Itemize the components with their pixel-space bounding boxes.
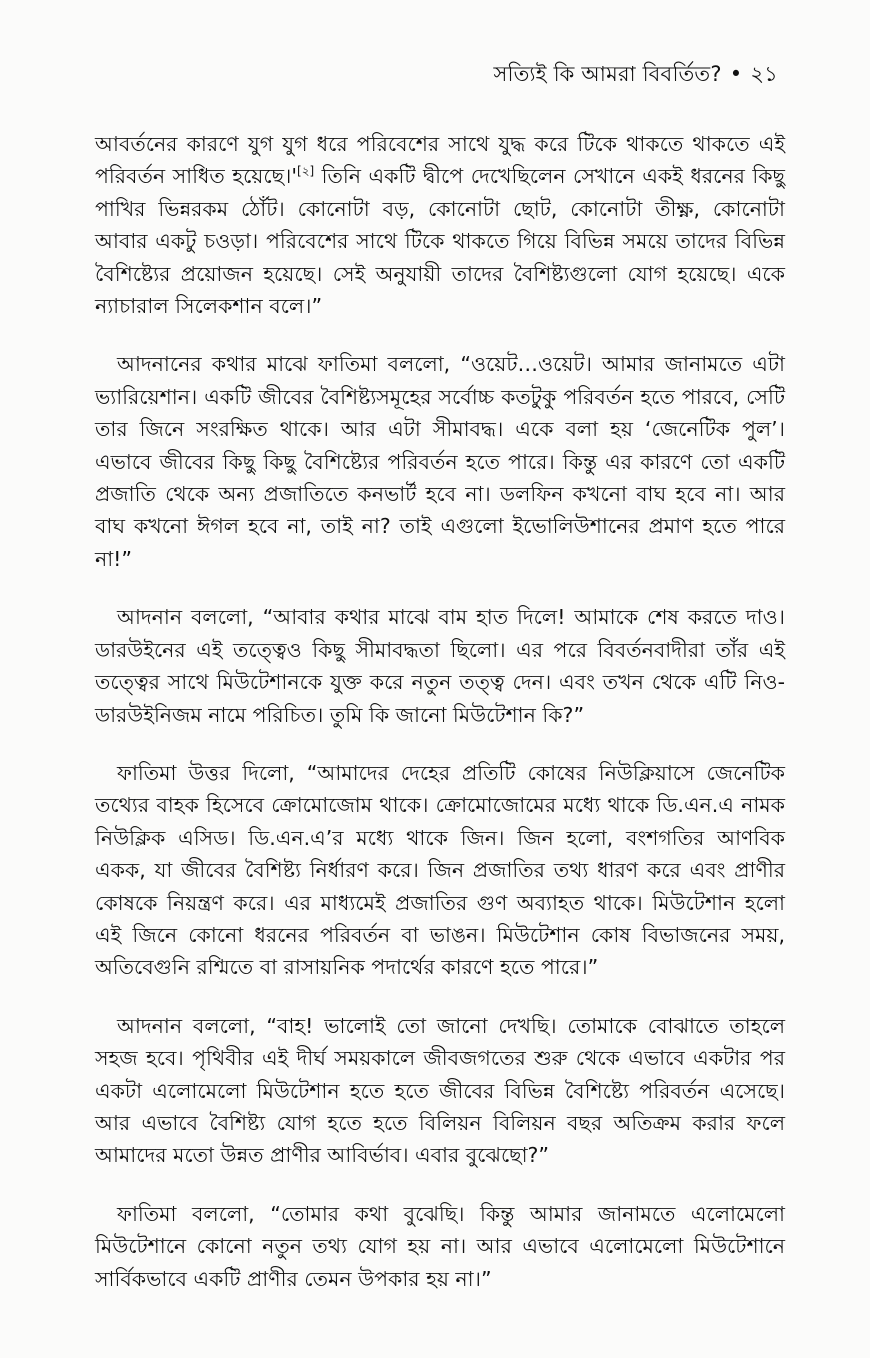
paragraph: আদনানের কথার মাঝে ফাতিমা বললো, “ওয়েট…ওয়েট। আমার জানামতে এটা ভ্যারিয়েশান। একটি জীবের বৈশিষ্ট্যসমূহের সর্বোচ্চ কতটুকু পরিবর্তন হতে পারবে, সেটি তার জিনে সংরক্ষিত থাকে। আর এটা সীমাবদ্ধ। একে বলা হয় ‘জেনেটিক পুল’। এভাবে জীবের কিছু কিছু বৈশিষ্ট্যের পরিবর্তন হতে পারে। কিন্তু এর কারণে তো একটি প্রজাতি থেকে অন্য প্রজাতিতে কনভার্ট হবে না। ডলফিন কখনো বাঘ হবে না। আর বাঘ কখনো ঈগল হবে না, তাই না? তাই এগুলো ইভোলিউশানের প্রমাণ হতে পারে না!”	[95, 352, 785, 571]
footnote-marker: [২]	[297, 164, 315, 179]
paragraph: আদনান বললো, “আবার কথার মাঝে বাম হাত দিলে! আমাকে শেষ করতে দাও। ডারউইনের এই তত্ত্বেও কিছু সীমাবদ্ধতা ছিলো। এর পরে বিবর্তনবাদীরা তাঁর এই তত্ত্বের সাথে মিউটেশানকে যুক্ত করে নতুন তত্ত্ব দেন। এবং তখন থেকে এটি নিও-ডারউইনিজম নামে পরিচিত। তুমি কি জানো মিউটেশান কি?”	[95, 605, 785, 727]
paragraph-text: আবর্তনের কারণে যুগ যুগ ধরে পরিবেশের সাথে যুদ্ধ করে টিকে থাকতে থাকতে এই পরিবর্তন সাধিত হয়েছে।'	[95, 132, 785, 189]
body-text	[95, 128, 785, 1321]
paragraph: আদনান বললো, “বাহ! ভালোই তো জানো দেখছি। তোমাকে বোঝাতে তাহলে সহজ হবে। পৃথিবীর এই দীর্ঘ সময়কালে জীবজগতের শুরু থেকে এভাবে একটার পর একটা এলোমেলো মিউটেশান হতে হতে জীবের বিভিন্ন বৈশিষ্ট্যে পরিবর্তন এসেছে। আর এভাবে বৈশিষ্ট্য যোগ হতে হতে বিলিয়ন বিলিয়ন বছর অতিক্রম করার ফলে আমাদের মতো উন্নত প্রাণীর আবির্ভাব। এবার বুঝেছো?”	[95, 1013, 785, 1168]
chapter-title: সত্যিই কি আমরা বিবর্তিত?	[493, 62, 722, 86]
paragraph-text: তিনি একটি দ্বীপে দেখেছিলেন সেখানে একই ধরনের কিছু পাখির ভিন্নরকম ঠোঁট। কোনোটা বড়, কোনোটা ছোট, কোনোটা তীক্ষ্ণ, কোনোটা আবার একটু চওড়া। পরিবেশের সাথে টিকে থাকতে গিয়ে বিভিন্ন সময়ে তাদের বিভিন্ন বৈশিষ্ট্যের প্রয়োজন হয়েছে। সেই অনুযায়ী তাদের বৈশিষ্ট্যগুলো যোগ হয়েছে। একে ন্যাচারাল সিলেকশান বলে।”	[95, 164, 785, 319]
paragraph: ফাতিমা বললো, “তোমার কথা বুঝেছি। কিন্তু আমার জানামতে এলোমেলো মিউটেশানে কোনো নতুন তথ্য যোগ হয় না। আর এভাবে এলোমেলো মিউটেশানে সার্বিকভাবে একটি প্রাণীর তেমন উপকার হয় না।”	[95, 1201, 785, 1291]
paragraph	[95, 128, 785, 322]
running-header	[493, 58, 778, 93]
paragraph: ফাতিমা উত্তর দিলো, “আমাদের দেহের প্রতিটি কোষের নিউক্লিয়াসে জেনেটিক তথ্যের বাহক হিসেবে ক্রোমোজোম থাকে। ক্রোমোজোমের মধ্যে থাকে ডি.এন.এ নামক নিউক্লিক এসিড। ডি.এন.এ’র মধ্যে থাকে জিন। জিন হলো, বংশগতির আণবিক একক, যা জীবের বৈশিষ্ট্য নির্ধারণ করে। জিন প্রজাতির তথ্য ধারণ করে এবং প্রাণীর কোষকে নিয়ন্ত্রণ করে। এর মাধ্যমেই প্রজাতির গুণ অব্যাহত থাকে। মিউটেশান হলো এই জিনে কোনো ধরনের পরিবর্তন বা ভাঙন। মিউটেশান কোষ বিভাজনের সময়, অতিবেগুনি রশ্মিতে বা রাসায়নিক পদার্থের কারণে হতে পারে।”	[95, 760, 785, 980]
header-separator: •	[729, 62, 743, 86]
page-number: ২১	[750, 62, 778, 86]
